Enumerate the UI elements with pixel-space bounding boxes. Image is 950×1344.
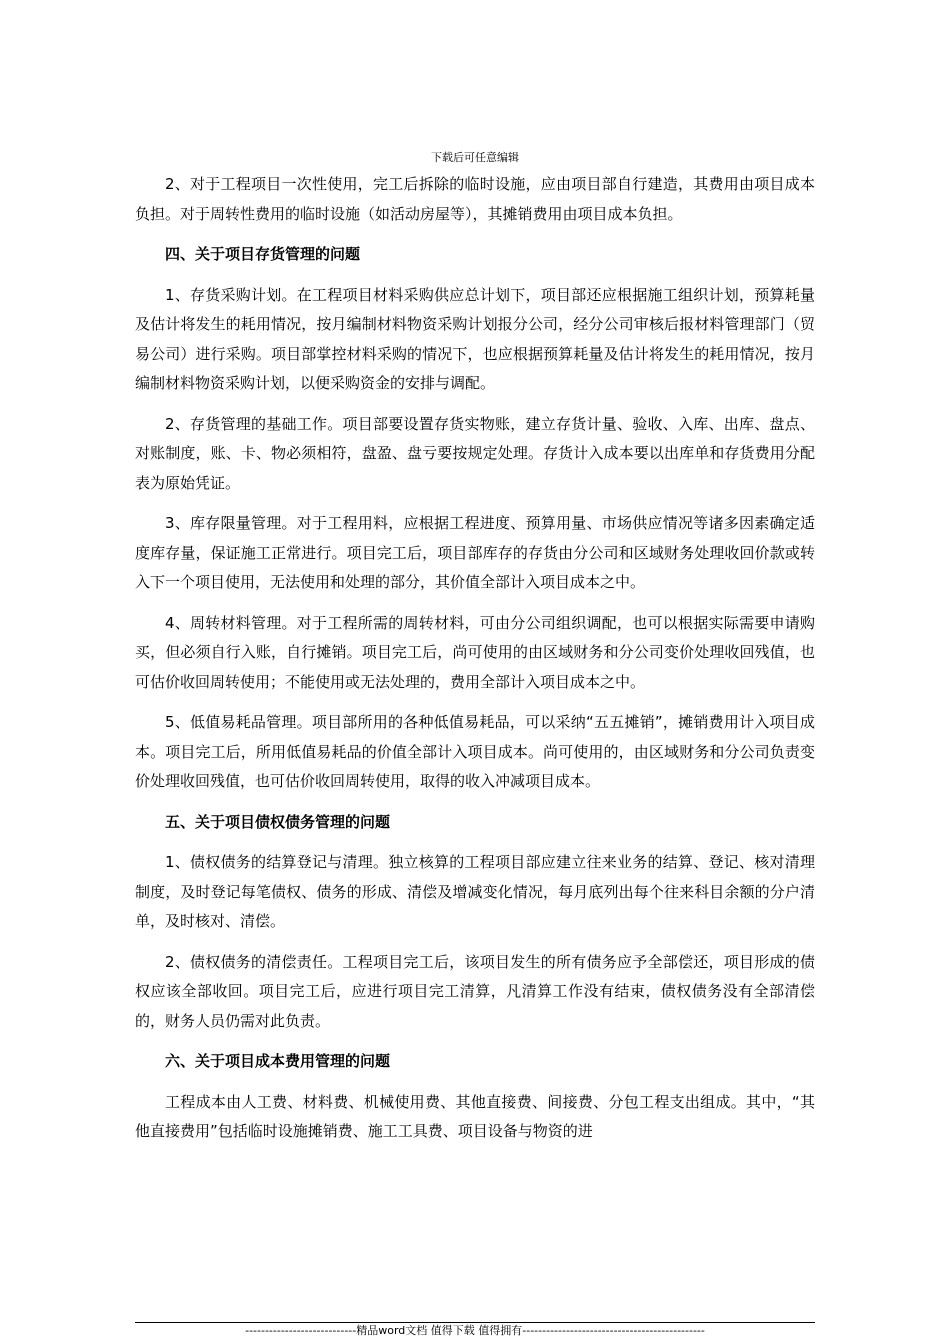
- section-heading: 四、关于项目存货管理的问题: [165, 245, 361, 263]
- paragraph: 3、库存限量管理。对于工程用料，应根据工程进度、预算用量、市场供应情况等诸多因素确定适度库存量，保证施工正常进行。项目完工后，项目部库存的存货由分公司和区域财务处理收回价款或转入下一个项目使用，无法使用和处理的部分，其价值全部计入项目成本之中。: [135, 514, 815, 591]
- footer-note: ----------------------------精品word文档 值得下载 值得拥有----------------------------------------------: [135, 1322, 815, 1338]
- paragraph: 4、周转材料管理。对于工程所需的周转材料，可由分公司组织调配，也可以根据实际需要申请购买，但必须自行入账，自行摊销。项目完工后，尚可使用的由区域财务和分公司变价处理收回残值，也可估价收回周转使用；不能使用或无法处理的，费用全部计入项目成本之中。: [135, 613, 815, 691]
- paragraph: 1、存货采购计划。在工程项目材料采购供应总计划下，项目部还应根据施工组织计划，预算耗量及估计将发生的耗用情况，按月编制材料物资采购计划报分公司，经分公司审核后报材料管理部门（贸易公司）进行采购。项目部掌控材料采购的情况下，也应根据预算耗量及估计将发生的耗用情况，按月编制材料物资采购计划，以便采购资金的安排与调配。: [135, 285, 815, 392]
- header-note: 下载后可任意编辑: [431, 151, 519, 164]
- section-heading: 五、关于项目债权债务管理的问题: [165, 812, 391, 831]
- document-body: [135, 170, 815, 1158]
- section-heading: 六、关于项目成本费用管理的问题: [165, 1052, 391, 1070]
- paragraph: 5、低值易耗品管理。项目部所用的各种低值易耗品，可以采纳“五五摊销”，摊销费用计入项目成本。项目完工后，所用低值易耗品的价值全部计入项目成本。尚可使用的，由区域财务和分公司负责变价处理收回残值，也可估价收回周转使用，取得的收入冲减项目成本。: [135, 713, 815, 790]
- paragraph: 2、存货管理的基础工作。项目部要设置存货实物账，建立存货计量、验收、入库、出库、盘点、对账制度，账、卡、物必须相符，盘盈、盘亏要按规定处理。存货计入成本要以出库单和存货费用分配表为原始凭证。: [135, 414, 815, 492]
- paragraph: 1、债权债务的结算登记与清理。独立核算的工程项目部应建立往来业务的结算、登记、核对清理制度，及时登记每笔债权、债务的形成、清偿及增减变化情况，每月底列出每个往来科目余额的分户清单，及时核对、清偿。: [135, 853, 815, 930]
- paragraph: 2、债权债务的清偿责任。工程项目完工后，该项目发生的所有债务应予全部偿还，项目形成的债权应该全部收回。项目完工后，应进行项目完工清算，凡清算工作没有结束，债权债务没有全部清偿的，财务人员仍需对此负责。: [135, 952, 815, 1030]
- paragraph: 2、对于工程项目一次性使用，完工后拆除的临时设施，应由项目部自行建造，其费用由项目成本负担。对于周转性费用的临时设施（如活动房屋等），其摊销费用由项目成本负担。: [135, 175, 815, 223]
- paragraph: 工程成本由人工费、材料费、机械使用费、其他直接费、间接费、分包工程支出组成。其中，“其他直接费用”包括临时设施摊销费、施工工具费、项目设备与物资的进: [135, 1092, 815, 1140]
